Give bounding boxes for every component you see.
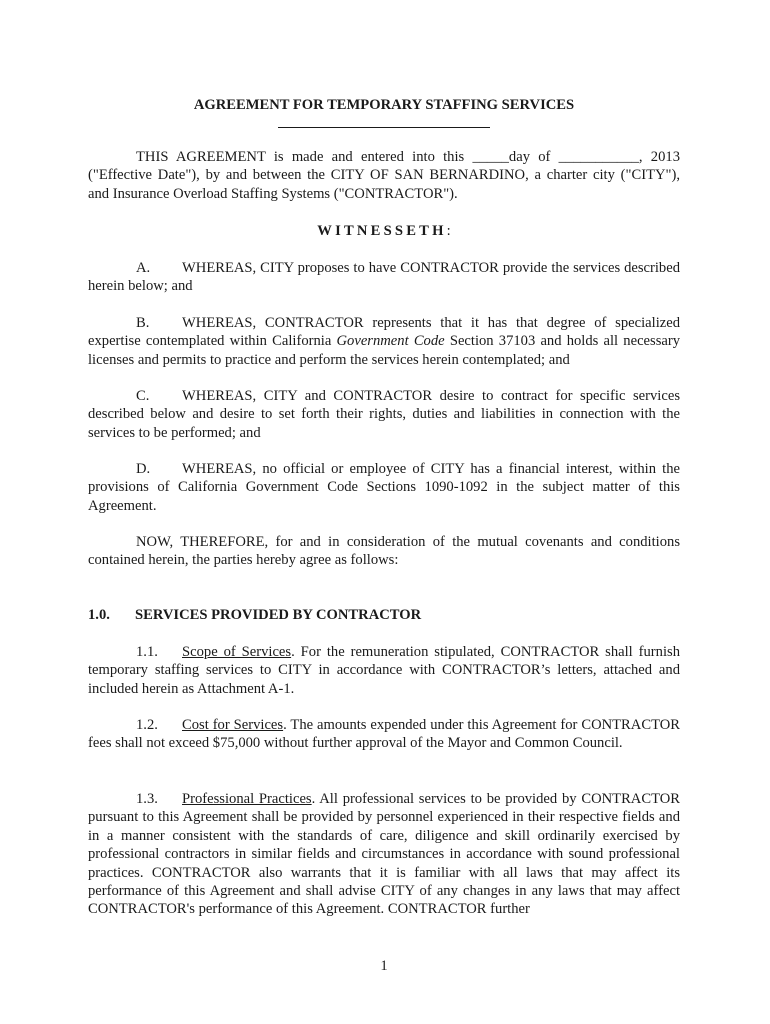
- section-number: 1.0.: [88, 607, 110, 623]
- clause-text: . For the remuneration stipulated, CONTRACTOR shall furnish temporary staffing services to CITY in accordance with CONTRACTOR’s letters, attached and included herein as Attachment A-1.: [88, 644, 680, 697]
- now-therefore-paragraph: NOW, THEREFORE, for and in consideration of the mutual covenants and conditions contained herein, the parties hereby agree as follows:: [88, 534, 680, 569]
- title-underline: [278, 127, 490, 128]
- recital-text: WHEREAS, CITY and CONTRACTOR desire to contract for specific services described below and desire to set forth their rights, duties and liabilities in connection with the services to be performed; and: [88, 388, 680, 441]
- document-page: [88, 0, 680, 1024]
- intro-line-2: ("Effective Date"), by and between the CITY OF SAN BERNARDINO, a charter city ("CITY"),: [88, 167, 680, 184]
- clause-1-3: [88, 790, 680, 919]
- intro-line-3: and Insurance Overload Staffing Systems ("CONTRACTOR").: [88, 185, 458, 202]
- recital-letter: A.: [136, 260, 151, 276]
- clause-text: . The amounts expended under this Agreement for CONTRACTOR fees shall not exceed $75,000 without further approval of the Mayor and Common Council.: [88, 717, 680, 752]
- recital-c: [88, 387, 680, 442]
- page-number: 1: [380, 958, 388, 974]
- intro-line-1: THIS AGREEMENT is made and entered into this _____day of ___________, 2013: [136, 149, 680, 165]
- clause-text: . All professional services to be provided by CONTRACTOR pursuant to this Agreement shall be provided by personnel experienced in their respective fields and in a manner consistent with the standards of care, diligence and skill ordinarily exercised by professional contractors in similar fields and circumstances in accordance with sound professional practices. CONTRACTOR also warrants that it is familiar with all laws that may affect its performance of this Agreement and shall advise CITY of any changes in any laws that may affect CONTRACTOR's performance of this Agreement. CONTRACTOR further: [88, 791, 680, 918]
- clause-number: 1.1.: [136, 644, 158, 660]
- recital-b: [88, 314, 680, 369]
- recital-text: WHEREAS, CITY proposes to have CONTRACTOR provide the services described herein below; and: [88, 260, 680, 295]
- recital-a: [88, 259, 680, 296]
- clause-number: 1.3.: [136, 791, 158, 807]
- recital-text-italic: Government Code: [336, 333, 445, 350]
- witnesseth-colon: :: [446, 223, 451, 239]
- recital-letter: C.: [136, 388, 150, 404]
- recital-text: WHEREAS, no official or employee of CITY has a financial interest, within the provisions of California Government Code Sections 1090-1092 in the subject matter of this Agreement.: [88, 461, 680, 514]
- clause-title: Scope of Services: [182, 644, 292, 660]
- recital-d: [88, 460, 680, 515]
- clause-1-2: [88, 716, 680, 753]
- section-heading: [88, 606, 680, 624]
- document-title: AGREEMENT FOR TEMPORARY STAFFING SERVICES: [193, 97, 575, 113]
- clause-number: 1.2.: [136, 717, 158, 733]
- clause-title: Professional Practices: [182, 791, 312, 807]
- clause-1-1: [88, 643, 680, 698]
- clause-title: Cost for Services: [182, 717, 284, 733]
- recital-text-before: WHEREAS, CONTRACTOR represents that it has that degree of specialized expertise contemplated within California: [88, 315, 680, 350]
- witnesseth-text: WITNESSETH: [317, 223, 447, 239]
- section-title: SERVICES PROVIDED BY CONTRACTOR: [135, 607, 422, 623]
- recital-letter: B.: [136, 315, 150, 331]
- intro-paragraph: [88, 148, 680, 203]
- recital-letter: D.: [136, 461, 151, 477]
- recital-text-after: Section 37103 and holds all necessary licenses and permits to practice and perform the services herein contemplated; and: [88, 333, 681, 368]
- witnesseth-heading: [88, 222, 680, 240]
